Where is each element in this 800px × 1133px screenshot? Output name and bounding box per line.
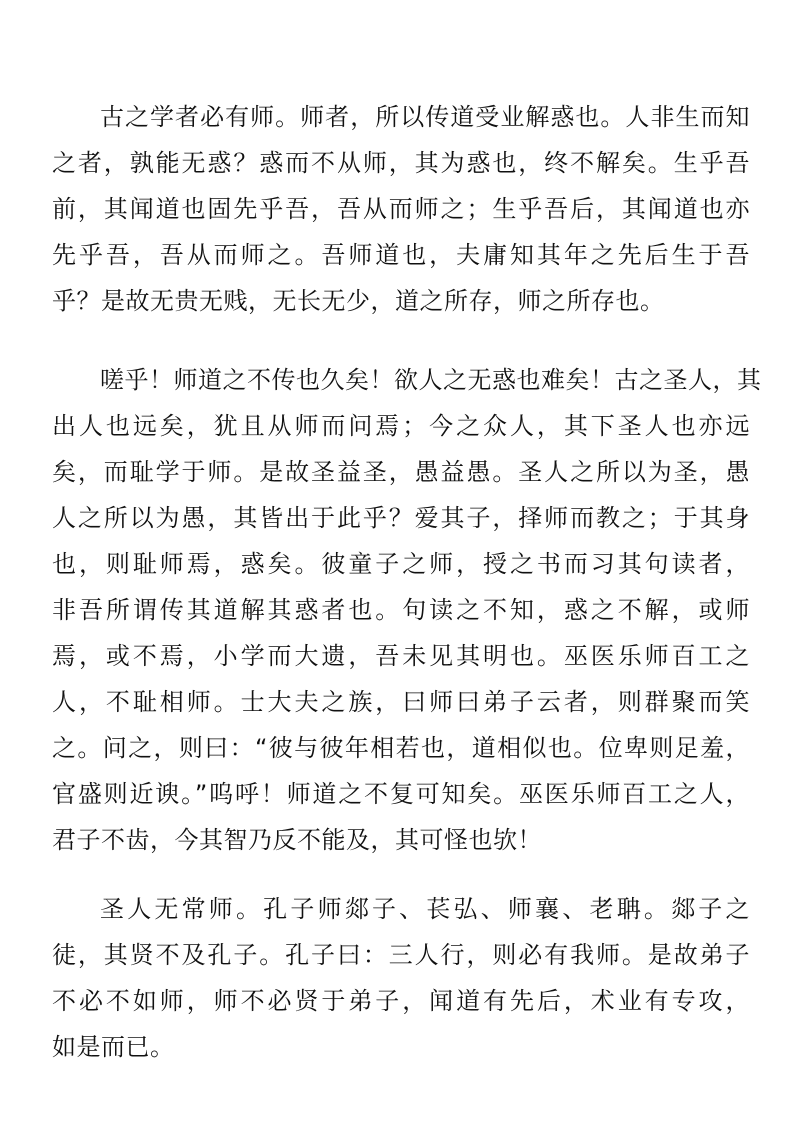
paragraph-line: 古之学者必有师。师者，所以传道受业解惑也。人非生而知 <box>100 103 750 131</box>
paragraph-3 <box>52 886 750 1070</box>
paragraph-line: 乎？是故无贵无贱，无长无少，道之所存，师之所存也。 <box>52 287 665 315</box>
paragraph-1 <box>52 94 750 324</box>
paragraph-line: 前，其闻道也固先乎吾，吾从而师之；生乎吾后，其闻道也亦 <box>52 195 750 223</box>
paragraph-line: 先乎吾，吾从而师之。吾师道也，夫庸知其年之先后生于吾 <box>52 241 750 269</box>
paragraph-line: 焉，或不焉，小学而大遗，吾未见其明也。巫医乐师百工之 <box>52 642 750 670</box>
paragraph-line: 君子不齿，今其智乃反不能及，其可怪也欤！ <box>52 826 542 854</box>
paragraph-line: 之。问之，则曰：“彼与彼年相若也，道相似也。位卑则足羞， <box>52 734 750 762</box>
paragraph-line: 人，不耻相师。士大夫之族，曰师曰弟子云者，则群聚而笑 <box>52 688 750 716</box>
paragraph-line: 非吾所谓传其道解其惑者也。句读之不知，惑之不解，或师 <box>52 596 750 624</box>
paragraph-2 <box>52 357 762 863</box>
paragraph-line: 如是而已。 <box>52 1033 175 1061</box>
paragraph-line: 嗟乎！师道之不传也久矣！欲人之无惑也难矣！古之圣人，其 <box>100 366 762 394</box>
paragraph-line: 不必不如师，师不必贤于弟子，闻道有先后，术业有专攻， <box>52 987 750 1015</box>
paragraph-line: 之者，孰能无惑？惑而不从师，其为惑也，终不解矣。生乎吾 <box>52 149 750 177</box>
paragraph-line: 人之所以为愚，其皆出于此乎？爱其子，择师而教之；于其身 <box>52 504 750 532</box>
paragraph-line: 官盛则近谀。”呜呼！师道之不复可知矣。巫医乐师百工之人， <box>52 780 750 808</box>
paragraph-line: 也，则耻师焉，惑矣。彼童子之师，授之书而习其句读者， <box>52 550 750 578</box>
paragraph-line: 出人也远矣，犹且从师而问焉；今之众人，其下圣人也亦远 <box>52 412 750 440</box>
paragraph-line: 圣人无常师。孔子师郯子、苌弘、师襄、老聃。郯子之 <box>100 895 750 923</box>
paragraph-line: 矣，而耻学于师。是故圣益圣，愚益愚。圣人之所以为圣，愚 <box>52 458 750 486</box>
paragraph-line: 徒，其贤不及孔子。孔子曰：三人行，则必有我师。是故弟子 <box>52 941 750 969</box>
